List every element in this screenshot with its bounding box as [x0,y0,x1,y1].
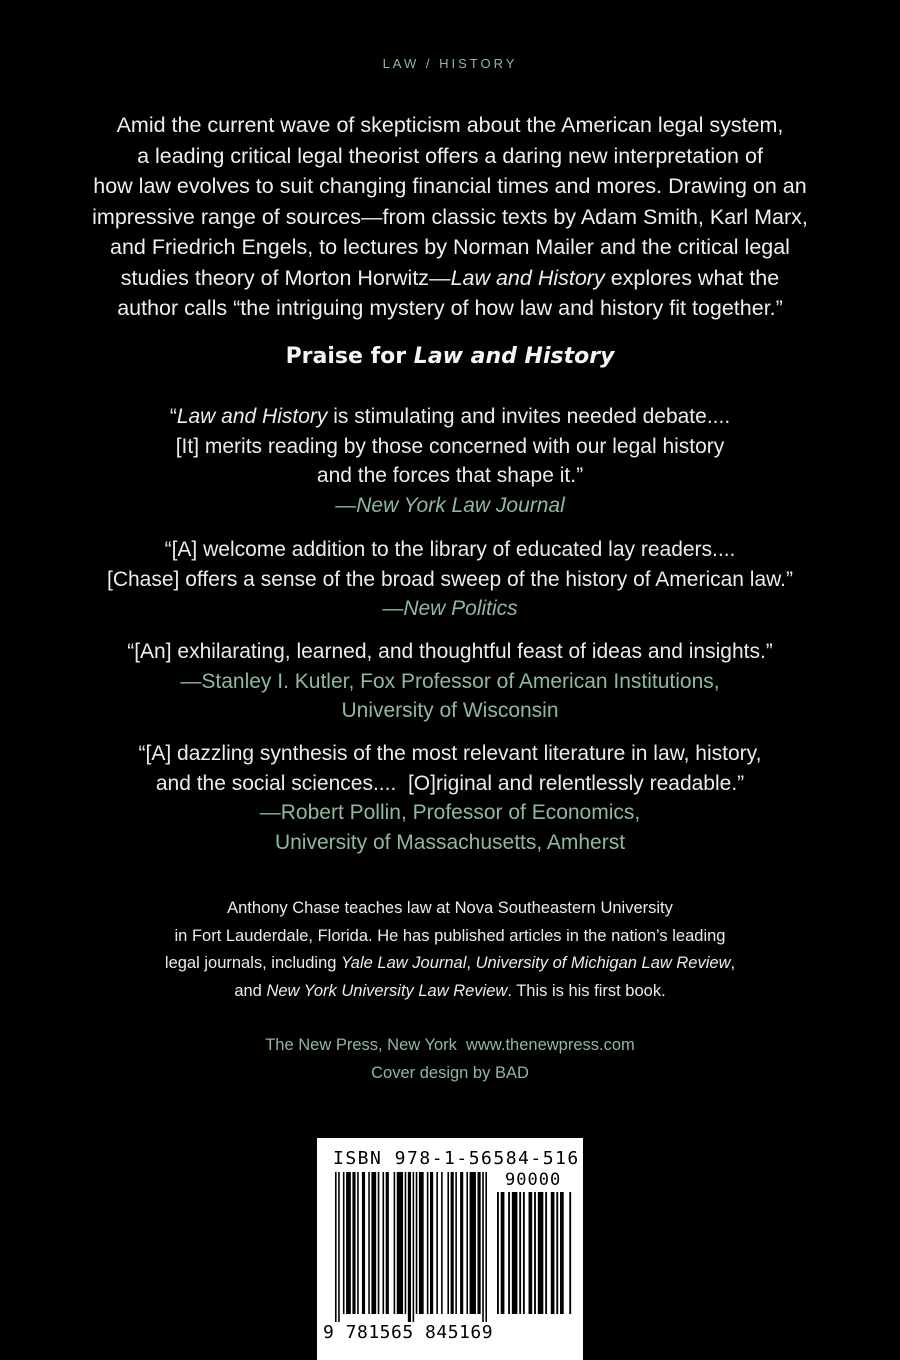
barcode-bar [529,1192,533,1314]
barcode-bar [545,1192,547,1314]
barcode-bar [523,1192,525,1314]
blurb-line: studies theory of Morton Horwitz— [120,265,451,290]
category-label: LAW / HISTORY [382,56,518,71]
blurb-book-title: Law and History [450,265,605,290]
barcode-bar [368,1172,370,1314]
review-quote [60,739,840,857]
barcode-bar [441,1172,443,1314]
quote-line: and the social sciences.... [O]riginal and relentlessly readable.” [155,771,745,795]
blurb-line: and Friedrich Engels, to lectures by Norman Mailer and the critical legal [110,235,790,259]
barcode-bar [512,1192,518,1314]
barcode-bar [470,1172,476,1314]
quote-source: —Stanley I. Kutler, Fox Professor of American Institutions, [180,669,720,693]
quote-line: “[A] welcome addition to the library of educated lay readers.... [164,538,736,561]
barcode-bar [371,1172,376,1314]
blurb-line: explores what the [604,265,780,290]
barcode-bar [485,1172,487,1322]
barcode-bar [413,1172,415,1322]
barcode-bar [460,1172,463,1314]
quote-line: [It] merits reading by those concerned with our legal history [175,434,725,458]
quote-line: “[An] exhilarating, learned, and thoughtful feast of ideas and insights.” [127,640,773,663]
barcode-digits: 9 781565 845169 [323,1322,494,1343]
author-bio [80,895,820,1005]
barcode-bar [427,1172,429,1314]
price-code: 90000 [505,1170,562,1190]
barcode-bar [455,1172,457,1314]
barcode-bar [352,1172,355,1314]
bio-line: and New York University Law Review. This is his first book. [234,981,666,1000]
barcode-bar [419,1172,424,1314]
barcode-bar [519,1192,521,1314]
barcode-bar [478,1172,481,1314]
quote-source: University of Massachusetts, Amherst [274,830,626,854]
quote-line: [Chase] offers a sense of the broad sweep of the history of American law.” [107,567,793,591]
blurb-line: author calls “the intriguing mystery of how law and history fit together.” [117,296,783,320]
barcode-bar [482,1172,484,1322]
barcode-bar [405,1172,407,1314]
blurb-line: how law evolves to suit changing financial times and mores. Drawing on an [93,174,807,198]
barcode-bar [335,1172,337,1322]
quote-line: “[A] dazzling synthesis of the most relevant literature in law, history, [138,742,762,765]
publisher-info [0,1031,900,1087]
barcode-bar [556,1192,558,1314]
barcode-bar [551,1192,555,1314]
barcode-bar [378,1172,380,1314]
bio-line: Anthony Chase teaches law at Nova Southeastern University [227,899,673,917]
barcode-bar [501,1192,505,1314]
barcode-bar [386,1172,389,1314]
quote-source: University of Wisconsin [341,699,559,722]
barcode-bar [447,1172,449,1314]
quote-line: and the forces that shape it.” [316,464,584,487]
barcode-bar [560,1192,564,1314]
barcode-bar [497,1192,499,1314]
quote-source: —Robert Pollin, Professor of Economics, [259,801,641,824]
review-quote [60,535,840,624]
book-description [60,110,840,324]
isbn-barcode [317,1138,605,1360]
bio-line: legal journals, including Yale Law Journal, University of Michigan Law Review, [164,954,736,972]
publisher-line: The New Press, New York www.thenewpress.com [265,1036,635,1054]
barcode-bar [362,1172,365,1314]
quote-source: —New Politics [382,597,518,620]
barcode-bar [569,1192,571,1314]
barcode-bar [394,1172,396,1314]
barcode-bar [430,1172,433,1314]
addon-barcode-bars [497,1192,573,1322]
quote-line: “Law and History is stimulating and invites needed debate.... [169,405,731,428]
barcode-bar [436,1172,438,1314]
barcode-bar [416,1172,418,1314]
review-quote [60,637,840,726]
barcode-bar [466,1172,468,1314]
barcode-bar [346,1172,351,1314]
blurb-line: a leading critical legal theorist offers a daring new interpretation of [137,143,763,168]
barcode-bar [408,1172,411,1322]
barcode-bar [451,1172,454,1314]
blurb-line: impressive range of sources—from classic texts by Adam Smith, Karl Marx, [92,204,808,229]
barcode-bar [338,1172,340,1322]
praise-heading-title: Law and History [413,344,615,369]
quote-source: —New York Law Journal [335,493,565,517]
cover-credit: Cover design by BAD [371,1064,529,1082]
barcode-bar [538,1192,544,1314]
praise-heading: Praise for Law and History [285,344,615,369]
barcode-bar [383,1172,385,1314]
barcode-bar [534,1192,536,1314]
review-quote [60,402,840,520]
ean13-barcode-bars [335,1172,487,1322]
barcode-bar [343,1172,345,1314]
isbn-label: ISBN 978-1-56584-516-9 [333,1148,605,1169]
blurb-line: Amid the current wave of skepticism about the American legal system, [116,113,784,137]
barcode-bar [357,1172,359,1314]
bio-line: in Fort Lauderdale, Florida. He has published articles in the nation’s leading [174,926,726,945]
barcode-bar [508,1192,510,1314]
barcode-bar [397,1172,403,1314]
